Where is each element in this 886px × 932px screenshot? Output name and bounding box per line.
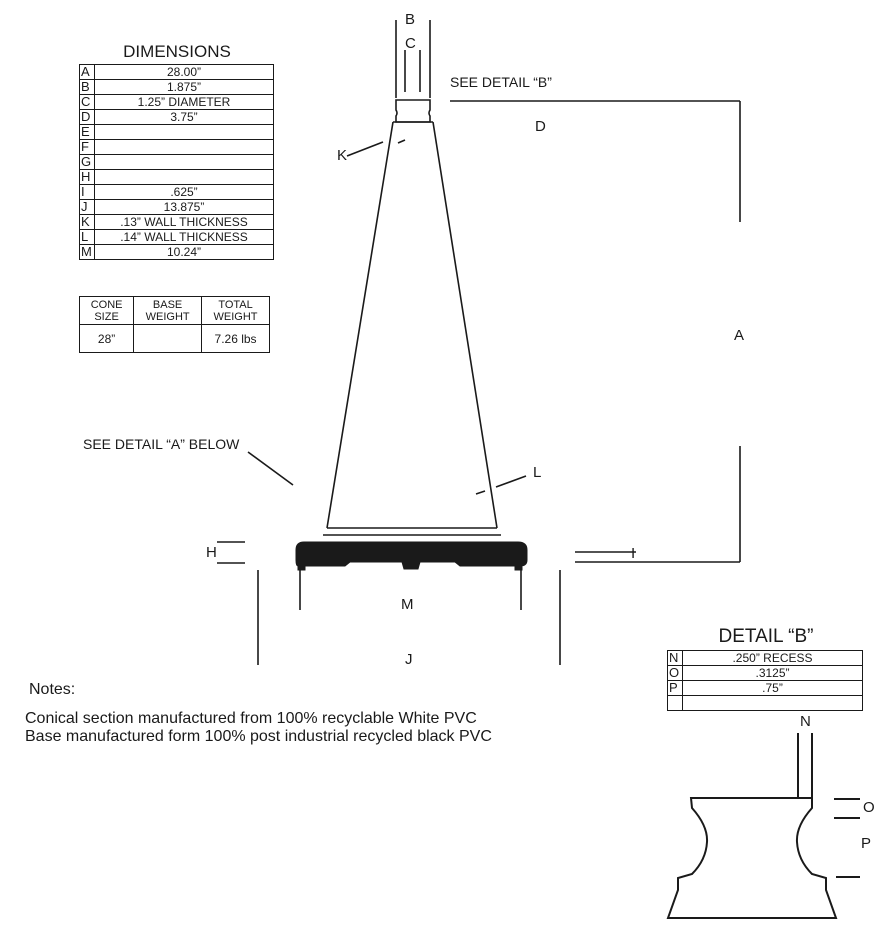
header-cone-size: CONE SIZE [80, 297, 134, 325]
dimension-row [80, 125, 274, 140]
leader-l [496, 476, 526, 487]
dimensions-title: DIMENSIONS [123, 42, 231, 61]
dimension-key: L [80, 230, 95, 245]
dimension-row [80, 65, 274, 80]
dimension-value: 13.875” [95, 200, 274, 215]
dimension-value: 1.25” DIAMETER [95, 95, 274, 110]
dimension-key: A [80, 65, 95, 80]
dimension-value: .13” WALL THICKNESS [95, 215, 274, 230]
notes-heading: Notes: [29, 681, 76, 698]
dimension-row [80, 185, 274, 200]
dimension-row [80, 110, 274, 125]
weights-table [79, 296, 270, 353]
see-detail-a-label: SEE DETAIL “A” BELOW [83, 436, 240, 452]
label-h: H [206, 544, 217, 561]
dimension-row [80, 245, 274, 260]
dimension-row [80, 140, 274, 155]
see-detail-b-label: SEE DETAIL “B” [450, 74, 552, 90]
dimension-key: M [80, 245, 95, 260]
label-i: I [631, 545, 636, 562]
dimension-value: 28.00” [95, 65, 274, 80]
dimension-value: 10.24” [95, 245, 274, 260]
header-base-weight: BASE WEIGHT [134, 297, 202, 325]
dimension-row [80, 200, 274, 215]
cone-base [296, 542, 527, 570]
detail-b-key [668, 696, 683, 711]
dimension-value: .14” WALL THICKNESS [95, 230, 274, 245]
label-l: L [533, 464, 542, 481]
cell-cone-size: 28” [80, 325, 134, 353]
dimension-row [80, 170, 274, 185]
detail-b-row [668, 666, 863, 681]
dimension-row [80, 80, 274, 95]
label-j: J [405, 651, 413, 668]
dimension-row [80, 155, 274, 170]
cone-left-edge [327, 122, 393, 528]
label-k: K [337, 147, 348, 164]
detail-b-row [668, 651, 863, 666]
detail-b-row [668, 696, 863, 711]
dimension-key: D [80, 110, 95, 125]
cone-top-collar [396, 100, 430, 122]
detail-b-title: DETAIL “B” [718, 626, 814, 647]
detail-b-value: .3125” [683, 666, 863, 681]
dimension-key: B [80, 80, 95, 95]
dimension-value: 3.75” [95, 110, 274, 125]
label-a: A [734, 327, 745, 344]
detail-b-key: N [668, 651, 683, 666]
dimension-row [80, 215, 274, 230]
detail-b-row [668, 681, 863, 696]
label-p: P [861, 835, 872, 852]
dimension-value: .625” [95, 185, 274, 200]
dimension-key: G [80, 155, 95, 170]
detail-b-key: P [668, 681, 683, 696]
label-n: N [800, 713, 811, 730]
cell-base-weight [134, 325, 202, 353]
detail-b-value: .75” [683, 681, 863, 696]
dimension-value [95, 125, 274, 140]
detail-b-table [667, 650, 863, 711]
dimension-key: K [80, 215, 95, 230]
dimension-value [95, 155, 274, 170]
label-d: D [535, 118, 546, 135]
leader-l-tick [476, 491, 485, 494]
dimension-row [80, 95, 274, 110]
cell-total-weight: 7.26 lbs [202, 325, 270, 353]
leader-k [347, 142, 383, 156]
dimensions-table [79, 64, 274, 260]
cone-right-edge [433, 122, 497, 528]
notes-line-1: Conical section manufactured from 100% recyclable White PVC [25, 710, 477, 727]
dimension-key: I [80, 185, 95, 200]
detail-b-value [683, 696, 863, 711]
notes-line-2: Base manufactured form 100% post industrial recycled black PVC [25, 728, 492, 745]
leader-k-tick [398, 140, 405, 143]
dimension-value [95, 170, 274, 185]
label-m: M [401, 596, 414, 613]
detail-b-profile [668, 798, 836, 918]
detail-b-key: O [668, 666, 683, 681]
dimension-value [95, 140, 274, 155]
dimension-key: C [80, 95, 95, 110]
dimension-value: 1.875” [95, 80, 274, 95]
dimension-key: J [80, 200, 95, 215]
dimension-row [80, 230, 274, 245]
label-c: C [405, 35, 416, 52]
header-total-weight: TOTAL WEIGHT [202, 297, 270, 325]
detail-b-value: .250” RECESS [683, 651, 863, 666]
label-b: B [405, 11, 416, 28]
dimension-key: F [80, 140, 95, 155]
label-o: O [863, 799, 875, 816]
leader-detail-a [248, 452, 293, 485]
dimension-key: E [80, 125, 95, 140]
dimension-key: H [80, 170, 95, 185]
